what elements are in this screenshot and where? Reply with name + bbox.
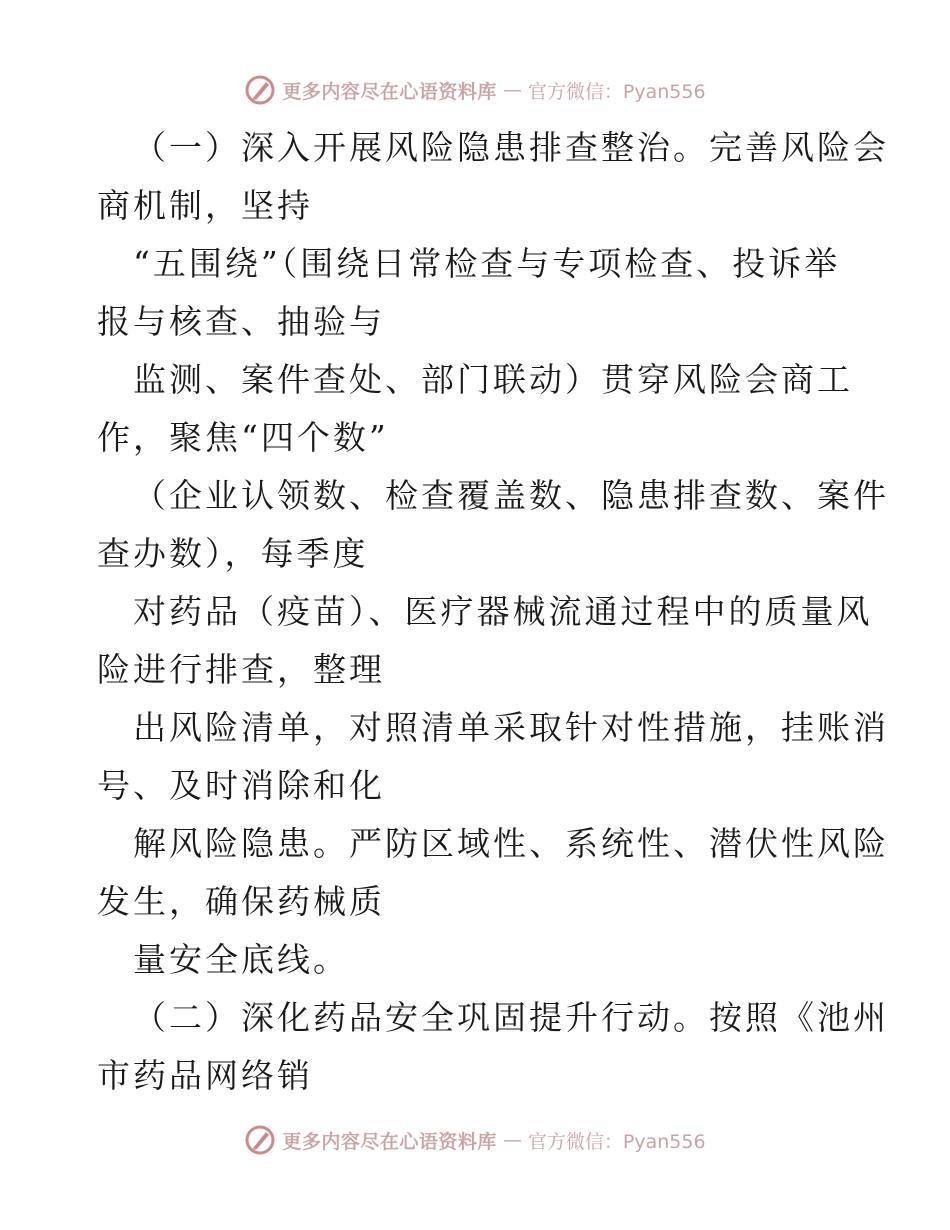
text-line: 险进行排查，整理 (97, 650, 385, 689)
text-line: “五围绕”（围绕日常检查与专项检查、投诉举 (133, 244, 841, 283)
text-line: 解风险隐患。严防区域性、系统性、潜伏性风险 (133, 824, 889, 863)
text-line: 出风险清单，对照清单采取针对性措施，挂账消 (133, 708, 889, 747)
text-line: 查办数），每季度 (97, 534, 369, 573)
text-line: （企业认领数、检查覆盖数、隐患排查数、案件 (133, 476, 889, 515)
header-watermark (0, 70, 950, 110)
footer-watermark (0, 1120, 950, 1160)
text-line: 作，聚焦“四个数” (97, 418, 389, 457)
quill-logo-icon (244, 74, 276, 106)
text-line: 监测、案件查处、部门联动）贯穿风险会商工 (133, 360, 853, 399)
watermark-wechat: 官方微信：Pyan556 (527, 80, 706, 103)
text-line: （二）深化药品安全巩固提升行动。按照《池州 (133, 998, 889, 1037)
watermark-wechat: 官方微信：Pyan556 (527, 1130, 706, 1153)
watermark-text: 更多内容尽在心语资料库 (282, 80, 497, 103)
text-line: 市药品网络销 (97, 1056, 313, 1095)
text-line: （一）深入开展风险隐患排查整治。完善风险会 (133, 128, 889, 167)
quill-logo-icon (244, 1124, 276, 1156)
text-line: 商机制，坚持 (97, 186, 313, 225)
text-line: 报与核查、抽验与 (97, 302, 385, 341)
text-line: 号、及时消除和化 (97, 766, 385, 805)
watermark-text: 更多内容尽在心语资料库 (282, 1130, 497, 1153)
text-line: 量安全底线。 (133, 940, 349, 979)
text-line: 发生，确保药械质 (97, 882, 385, 921)
text-line: 对药品（疫苗）、医疗器械流通过程中的质量风 (133, 592, 873, 631)
watermark-separator: — (502, 1129, 522, 1151)
watermark-separator: — (502, 79, 522, 101)
